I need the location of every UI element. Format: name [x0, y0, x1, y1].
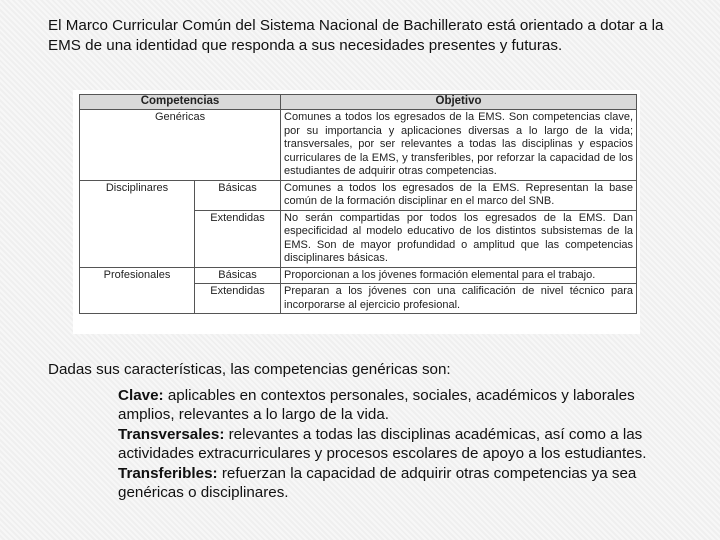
definition-text: aplicables en contextos personales, sociales, académicos y laborales amplios, relevantes a lo largo de la vida.	[118, 387, 635, 424]
objective-profesionales-extendidas: Preparan a los jóvenes con una calificación de nivel técnico para incorporarse al ejercicio profesional.	[281, 284, 637, 314]
definition-text: relevantes a todas las disciplinas académicas, así como a las actividades extracurriculares y procesos escolares de apoyo a los estudiantes.	[118, 425, 647, 463]
category-disciplinares: Disciplinares	[80, 180, 195, 267]
table-row	[80, 110, 637, 181]
competencias-table	[79, 94, 637, 314]
objective-profesionales-basicas: Proporcionan a los jóvenes formación elemental para el trabajo.	[281, 267, 637, 284]
level-disciplinares-extendidas: Extendidas	[195, 210, 281, 267]
table-row	[80, 267, 637, 284]
section-subtitle: Dadas sus características, las competencias genéricas son:	[48, 361, 451, 378]
objective-genericas: Comunes a todos los egresados de la EMS. Son competencias clave, por su importancia y aplicaciones diversas a lo largo de la vida; transversales, por ser relevantes a todas las disciplinas y espacios curriculares de la EMS, y transferibles, por reforzar la capacidad de los estudiantes de adquirir otras competencias.	[281, 110, 637, 181]
table-header-row	[80, 95, 637, 110]
competencias-table-image	[73, 90, 640, 334]
header-objetivo: Objetivo	[281, 95, 637, 110]
definition-term: Transferibles:	[118, 464, 218, 482]
table-row	[80, 180, 637, 210]
definition-item	[118, 386, 678, 425]
intro-paragraph: El Marco Curricular Común del Sistema Nacional de Bachillerato está orientado a dotar a la EMS de una identidad que responda a sus necesidades presentes y futuras.	[48, 17, 664, 54]
definition-item	[118, 464, 678, 503]
definition-item	[118, 425, 678, 464]
level-profesionales-basicas: Básicas	[195, 267, 281, 284]
level-disciplinares-basicas: Básicas	[195, 180, 281, 210]
definition-text: refuerzan la capacidad de adquirir otras competencias ya sea genéricas o disciplinares.	[118, 464, 637, 502]
objective-disciplinares-basicas: Comunes a todos los egresados de la EMS. Representan la base común de la formación disciplinar en el marco del SNB.	[281, 180, 637, 210]
category-genericas: Genéricas	[80, 110, 281, 181]
definitions-list	[118, 386, 678, 502]
header-competencias: Competencias	[80, 95, 281, 110]
category-profesionales: Profesionales	[80, 267, 195, 314]
objective-disciplinares-extendidas: No serán compartidas por todos los egresados de la EMS. Dan especificidad al modelo educativo de los distintos subsistemas de la EMS. Son de mayor profundidad o amplitud que las competencias disciplinares básicas.	[281, 210, 637, 267]
level-profesionales-extendidas: Extendidas	[195, 284, 281, 314]
definition-term: Transversales:	[118, 425, 225, 443]
definition-term: Clave:	[118, 387, 164, 404]
